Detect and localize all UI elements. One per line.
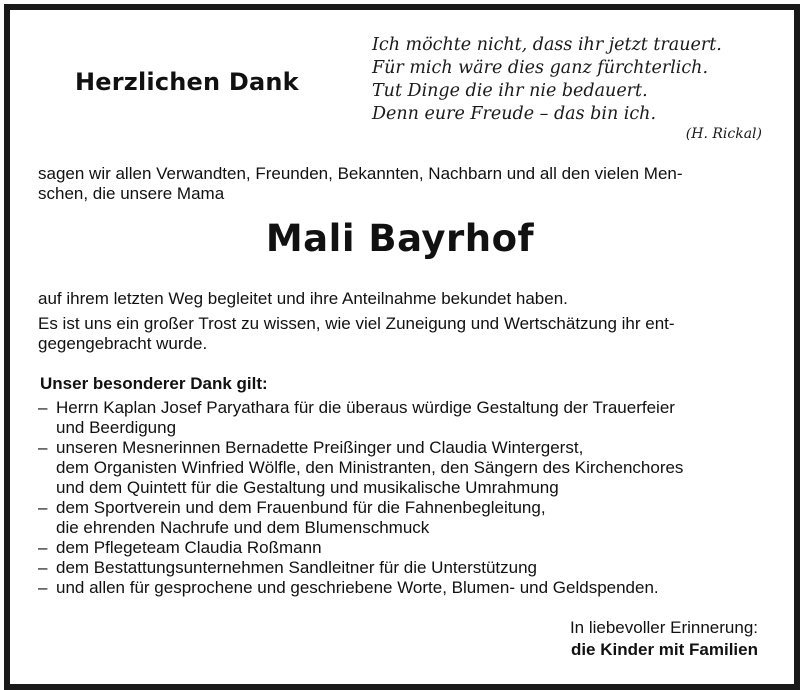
list-dash: – — [38, 438, 48, 457]
list-dash: – — [38, 558, 48, 577]
list-item-line: dem Sportverein und dem Frauenbund für die Fahnenbegleitung, — [56, 498, 546, 517]
body-text — [38, 289, 760, 354]
list-item-line: und Beerdigung — [56, 418, 177, 437]
intro-line: schen, die unsere Mama — [38, 184, 225, 203]
poem — [372, 34, 762, 144]
poem-line: Tut Dinge die ihr nie bedauert. — [372, 81, 648, 101]
poem-line: Für mich wäre dies ganz fürchterlich. — [372, 58, 709, 78]
intro-text — [38, 164, 760, 204]
list-dash: – — [38, 578, 48, 597]
thanks-title: Unser besonderer Dank gilt: — [40, 374, 268, 393]
notice-heading: Herzlichen Dank — [75, 68, 299, 96]
closing-signature: die Kinder mit Familien — [570, 640, 758, 659]
list-item-line: dem Organisten Winfried Wölfle, den Ministranten, den Sängern des Kirchenchores — [56, 458, 684, 477]
list-item-line: und allen für gesprochene und geschriebene Worte, Blumen- und Geldspenden. — [56, 578, 659, 597]
body-line: gegengebracht wurde. — [38, 334, 208, 353]
list-item-line: unseren Mesnerinnen Bernadette Preißinger und Claudia Wintergerst, — [56, 438, 584, 457]
intro-line: sagen wir allen Verwandten, Freunden, Bekannten, Nachbarn und all den vielen Men- — [38, 164, 683, 183]
thanks-list — [38, 398, 768, 598]
closing-preface: In liebevoller Erinnerung: — [569, 618, 758, 637]
list-item-line: dem Pflegeteam Claudia Roßmann — [56, 538, 322, 557]
list-item-line: dem Bestattungsunternehmen Sandleitner für die Unterstützung — [56, 558, 538, 577]
list-item — [38, 578, 768, 598]
body-line: Es ist uns ein großer Trost zu wissen, wie viel Zuneigung und Wertschätzung ihr ent- — [38, 314, 675, 333]
list-dash: – — [38, 398, 48, 417]
list-item — [38, 438, 768, 498]
list-item — [38, 498, 768, 538]
list-item — [38, 398, 768, 438]
list-item — [38, 538, 768, 558]
poem-author: (H. Rickal) — [685, 126, 762, 142]
poem-line: Ich möchte nicht, dass ihr jetzt trauert. — [372, 35, 722, 55]
list-dash: – — [38, 538, 48, 557]
deceased-name: Mali Bayrhof — [265, 217, 535, 260]
closing — [570, 617, 758, 661]
list-item-line: und dem Quintett für die Gestaltung und musikalische Umrahmung — [56, 478, 559, 497]
poem-line: Denn eure Freude – das bin ich. — [372, 104, 657, 124]
list-item-line: Herrn Kaplan Josef Paryathara für die überaus würdige Gestaltung der Trauerfeier — [56, 398, 675, 417]
list-item — [38, 558, 768, 578]
list-item-line: die ehrenden Nachrufe und dem Blumenschmuck — [56, 518, 430, 537]
body-line: auf ihrem letzten Weg begleitet und ihre Anteilnahme bekundet haben. — [38, 289, 568, 308]
list-dash: – — [38, 498, 48, 517]
